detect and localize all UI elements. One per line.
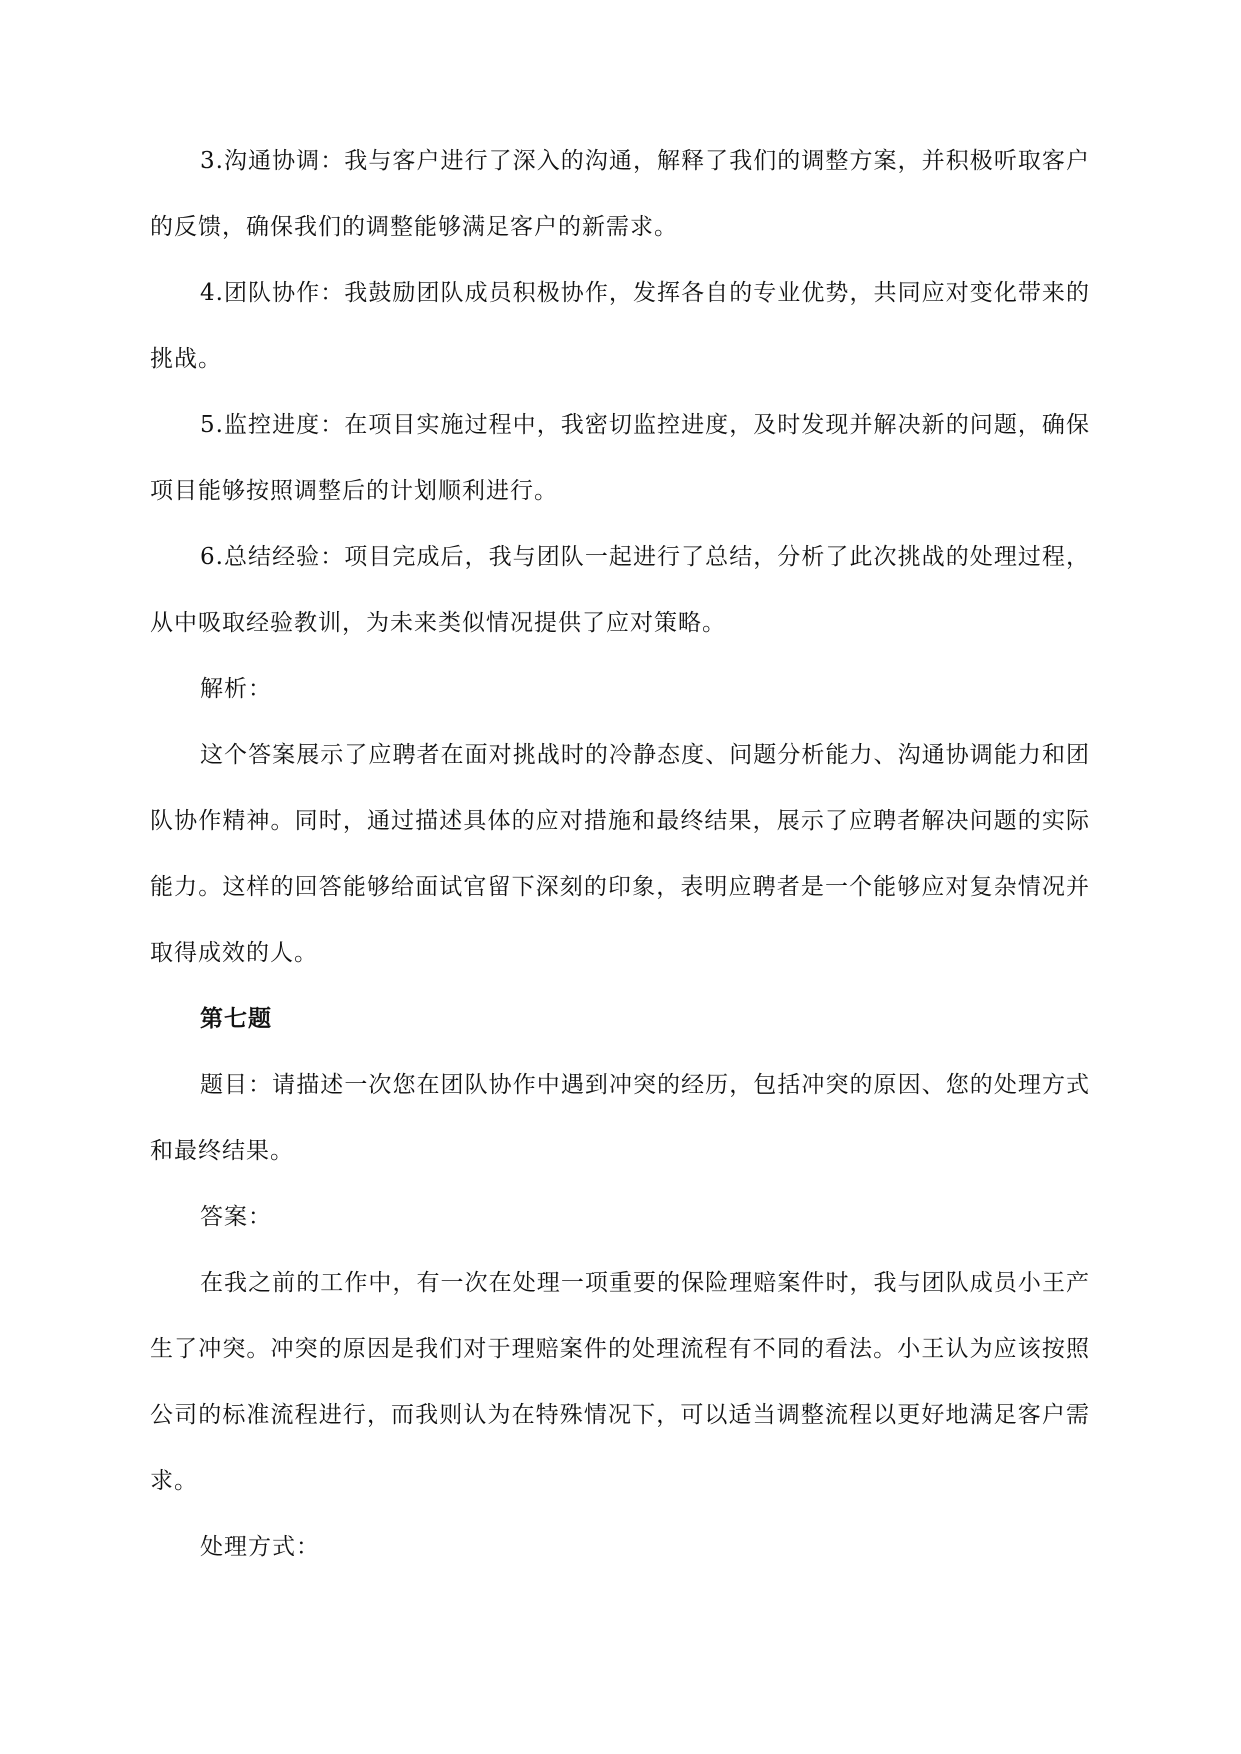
document-body — [150, 128, 1090, 1580]
analysis-text: 这个答案展示了应聘者在面对挑战时的冷静态度、问题分析能力、沟通协调能力和团队协作精神。同时，通过描述具体的应对措施和最终结果，展示了应聘者解决问题的实际能力。这样的回答能够给面试官留下深刻的印象，表明应聘者是一个能够应对复杂情况并取得成效的人。 — [150, 742, 1090, 966]
section-title: 第七题 — [200, 1006, 272, 1032]
handling-label: 处理方式： — [200, 1534, 320, 1560]
question-text: 题目：请描述一次您在团队协作中遇到冲突的经历，包括冲突的原因、您的处理方式和最终结果。 — [150, 1072, 1090, 1164]
paragraph-summary: 6.总结经验：项目完成后，我与团队一起进行了总结，分析了此次挑战的处理过程，从中吸取经验教训，为未来类似情况提供了应对策略。 — [150, 544, 1090, 636]
analysis-label: 解析： — [200, 676, 272, 702]
paragraph-communication: 3.沟通协调：我与客户进行了深入的沟通，解释了我们的调整方案，并积极听取客户的反馈，确保我们的调整能够满足客户的新需求。 — [150, 148, 1090, 240]
paragraph-monitoring: 5.监控进度：在项目实施过程中，我密切监控进度，及时发现并解决新的问题，确保项目能够按照调整后的计划顺利进行。 — [150, 412, 1090, 504]
paragraph-teamwork: 4.团队协作：我鼓励团队成员积极协作，发挥各自的专业优势，共同应对变化带来的挑战。 — [150, 280, 1090, 372]
answer-label: 答案： — [200, 1204, 272, 1230]
answer-text: 在我之前的工作中，有一次在处理一项重要的保险理赔案件时，我与团队成员小王产生了冲突。冲突的原因是我们对于理赔案件的处理流程有不同的看法。小王认为应该按照公司的标准流程进行，而我则认为在特殊情况下，可以适当调整流程以更好地满足客户需求。 — [150, 1270, 1090, 1494]
